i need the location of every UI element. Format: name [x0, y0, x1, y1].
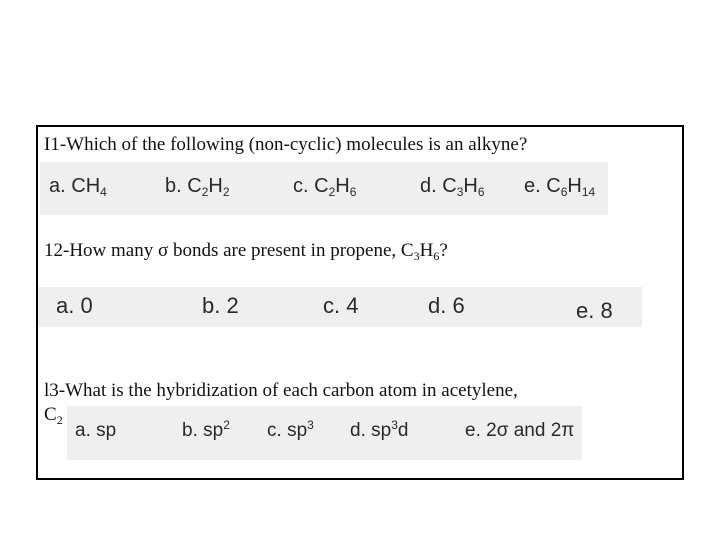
formula-subscript: 6: [560, 185, 568, 199]
option-12-a[interactable]: [56, 293, 93, 319]
option-superscript: 3: [307, 418, 314, 432]
formula-text: H: [208, 175, 223, 197]
question-13-text-line2: [44, 404, 63, 426]
option-text: d: [397, 420, 409, 441]
question-12-text-part: 12-How many σ bonds are present in propene, C: [44, 240, 414, 261]
option-text: sp: [203, 420, 224, 441]
option-12-e[interactable]: [576, 298, 613, 324]
formula-subscript: 2: [328, 185, 336, 199]
option-letter: c.: [323, 293, 341, 318]
question-13-text-part: C: [44, 404, 57, 425]
formula-text: H: [335, 175, 350, 197]
formula-text: H: [567, 175, 582, 197]
formula-subscript: 3: [456, 185, 464, 199]
question-12-text-part: H: [419, 240, 434, 261]
option-letter: d.: [350, 420, 366, 441]
option-11-e[interactable]: [524, 175, 595, 198]
option-value: 0: [80, 293, 93, 318]
option-13-d[interactable]: [350, 420, 408, 442]
option-text: 2σ and 2π: [486, 420, 575, 441]
option-12-b[interactable]: [202, 293, 239, 319]
question-13-subscript: 2: [56, 413, 63, 427]
option-letter: a.: [49, 175, 66, 197]
question-12-text-part: ?: [439, 240, 448, 261]
question-13-options: [67, 406, 582, 460]
option-value: 2: [226, 293, 239, 318]
formula-subscript: 4: [100, 185, 107, 199]
formula-subscript: 2: [222, 185, 230, 199]
formula-text: CH: [71, 175, 101, 197]
formula-text: C: [442, 175, 457, 197]
question-12-subscript: 3: [413, 249, 420, 263]
question-12-subscript: 6: [433, 249, 440, 263]
option-letter: e.: [465, 420, 481, 441]
option-13-b[interactable]: [182, 420, 230, 442]
question-12-text: [44, 240, 448, 262]
question-12-options: [38, 287, 642, 327]
option-letter: c.: [293, 175, 309, 197]
option-superscript: 2: [223, 418, 230, 432]
option-11-a[interactable]: [49, 175, 107, 198]
option-letter: e.: [524, 175, 541, 197]
option-13-a[interactable]: [75, 420, 116, 442]
option-value: 6: [452, 293, 465, 318]
question-11-options: [40, 162, 608, 215]
option-11-b[interactable]: [165, 175, 230, 198]
option-letter: b.: [182, 420, 198, 441]
formula-subscript: 6: [349, 185, 357, 199]
option-letter: d.: [428, 293, 447, 318]
formula-text: C: [314, 175, 329, 197]
option-13-c[interactable]: [267, 420, 314, 442]
question-11-text: [44, 134, 527, 156]
formula-text: C: [546, 175, 561, 197]
formula-subscript: 14: [581, 185, 596, 199]
formula-text: C: [187, 175, 202, 197]
option-12-c[interactable]: [323, 293, 359, 319]
option-letter: a.: [56, 293, 75, 318]
option-text: sp: [287, 420, 308, 441]
option-letter: a.: [75, 420, 91, 441]
question-13-text-line1: l3-What is the hybridization of each carbon atom in acetylene,: [44, 380, 518, 401]
option-letter: e.: [576, 298, 595, 323]
option-text: sp: [96, 420, 117, 441]
option-12-d[interactable]: [428, 293, 465, 319]
option-value: 4: [346, 293, 359, 318]
option-11-c[interactable]: [293, 175, 356, 198]
option-letter: b.: [202, 293, 221, 318]
formula-subscript: 6: [477, 185, 485, 199]
option-text: sp: [371, 420, 392, 441]
option-13-e[interactable]: [465, 420, 574, 442]
option-value: 8: [600, 298, 613, 323]
option-11-d[interactable]: [420, 175, 485, 198]
option-superscript: 3: [391, 418, 398, 432]
formula-subscript: 2: [201, 185, 209, 199]
formula-text: H: [463, 175, 478, 197]
option-letter: c.: [267, 420, 282, 441]
option-letter: d.: [420, 175, 437, 197]
option-letter: b.: [165, 175, 182, 197]
question-13-text: [44, 380, 518, 402]
question-11-text-part: I1-Which of the following (non-cyclic) molecules is an alkyne?: [44, 134, 528, 155]
